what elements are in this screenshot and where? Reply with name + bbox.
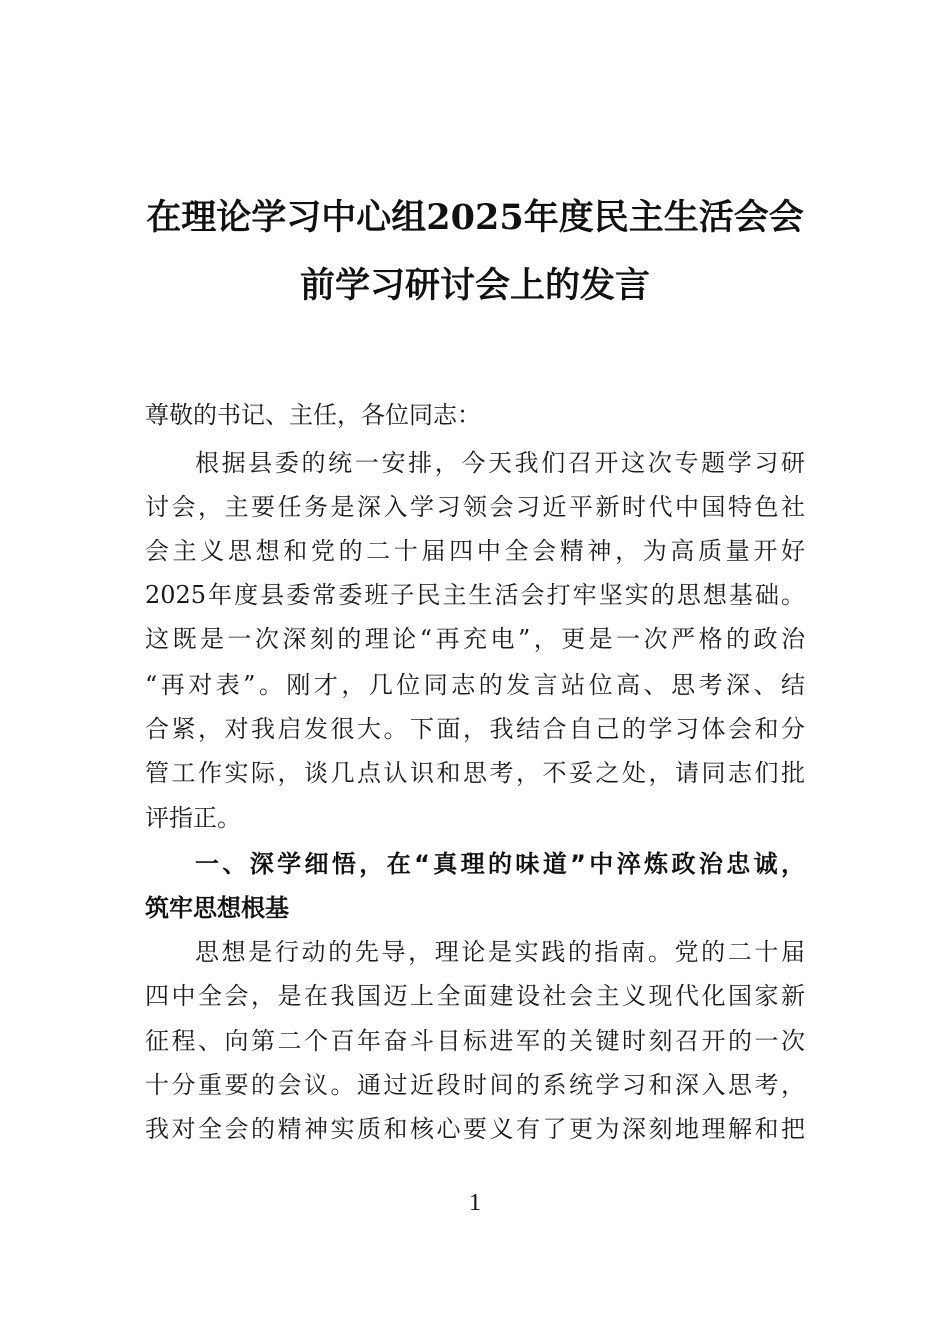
paragraph-line: 征程、向第二个百年奋斗目标进军的关键时刻召开的一次	[145, 1027, 805, 1055]
paragraph-line: “再对表”。刚才，几位同志的发言站位高、思考深、结	[145, 671, 805, 699]
paragraph-line: 我对全会的精神实质和核心要义有了更为深刻地理解和把	[145, 1115, 805, 1143]
paragraph-line: 管工作实际，谈几点认识和思考，不妥之处，请同志们批	[145, 759, 805, 787]
paragraph-line: 评指正。	[145, 804, 241, 832]
page-number: 1	[469, 1190, 481, 1216]
paragraph-line: 四中全会，是在我国迈上全面建设社会主义现代化国家新	[145, 982, 805, 1010]
section-heading-line-1: 一、深学细悟，在“真理的味道”中淬炼政治忠诚，	[195, 850, 805, 878]
paragraph-line: 会主义思想和党的二十届四中全会精神，为高质量开好	[145, 537, 805, 565]
paragraph-line: 讨会，主要任务是深入学习领会习近平新时代中国特色社	[145, 493, 805, 521]
paragraph-line: 这既是一次深刻的理论“再充电”，更是一次严格的政治	[145, 625, 805, 653]
document-title-line-2: 前学习研讨会上的发言	[299, 265, 650, 306]
paragraph-line: 思想是行动的先导，理论是实践的指南。党的二十届	[195, 938, 805, 966]
paragraph-line: 2025年度县委常委班子民主生活会打牢坚实的思想基础。	[145, 581, 805, 609]
section-heading-line-2: 筑牢思想根基	[145, 894, 289, 922]
document-title-line-1: 在理论学习中心组2025年度民主生活会会	[146, 197, 804, 238]
salutation: 尊敬的书记、主任，各位同志：	[145, 401, 481, 429]
paragraph-line: 十分重要的会议。通过近段时间的系统学习和深入思考，	[145, 1071, 805, 1099]
paragraph-line: 根据县委的统一安排，今天我们召开这次专题学习研	[195, 449, 805, 477]
paragraph-line: 合紧，对我启发很大。下面，我结合自己的学习体会和分	[145, 715, 805, 743]
